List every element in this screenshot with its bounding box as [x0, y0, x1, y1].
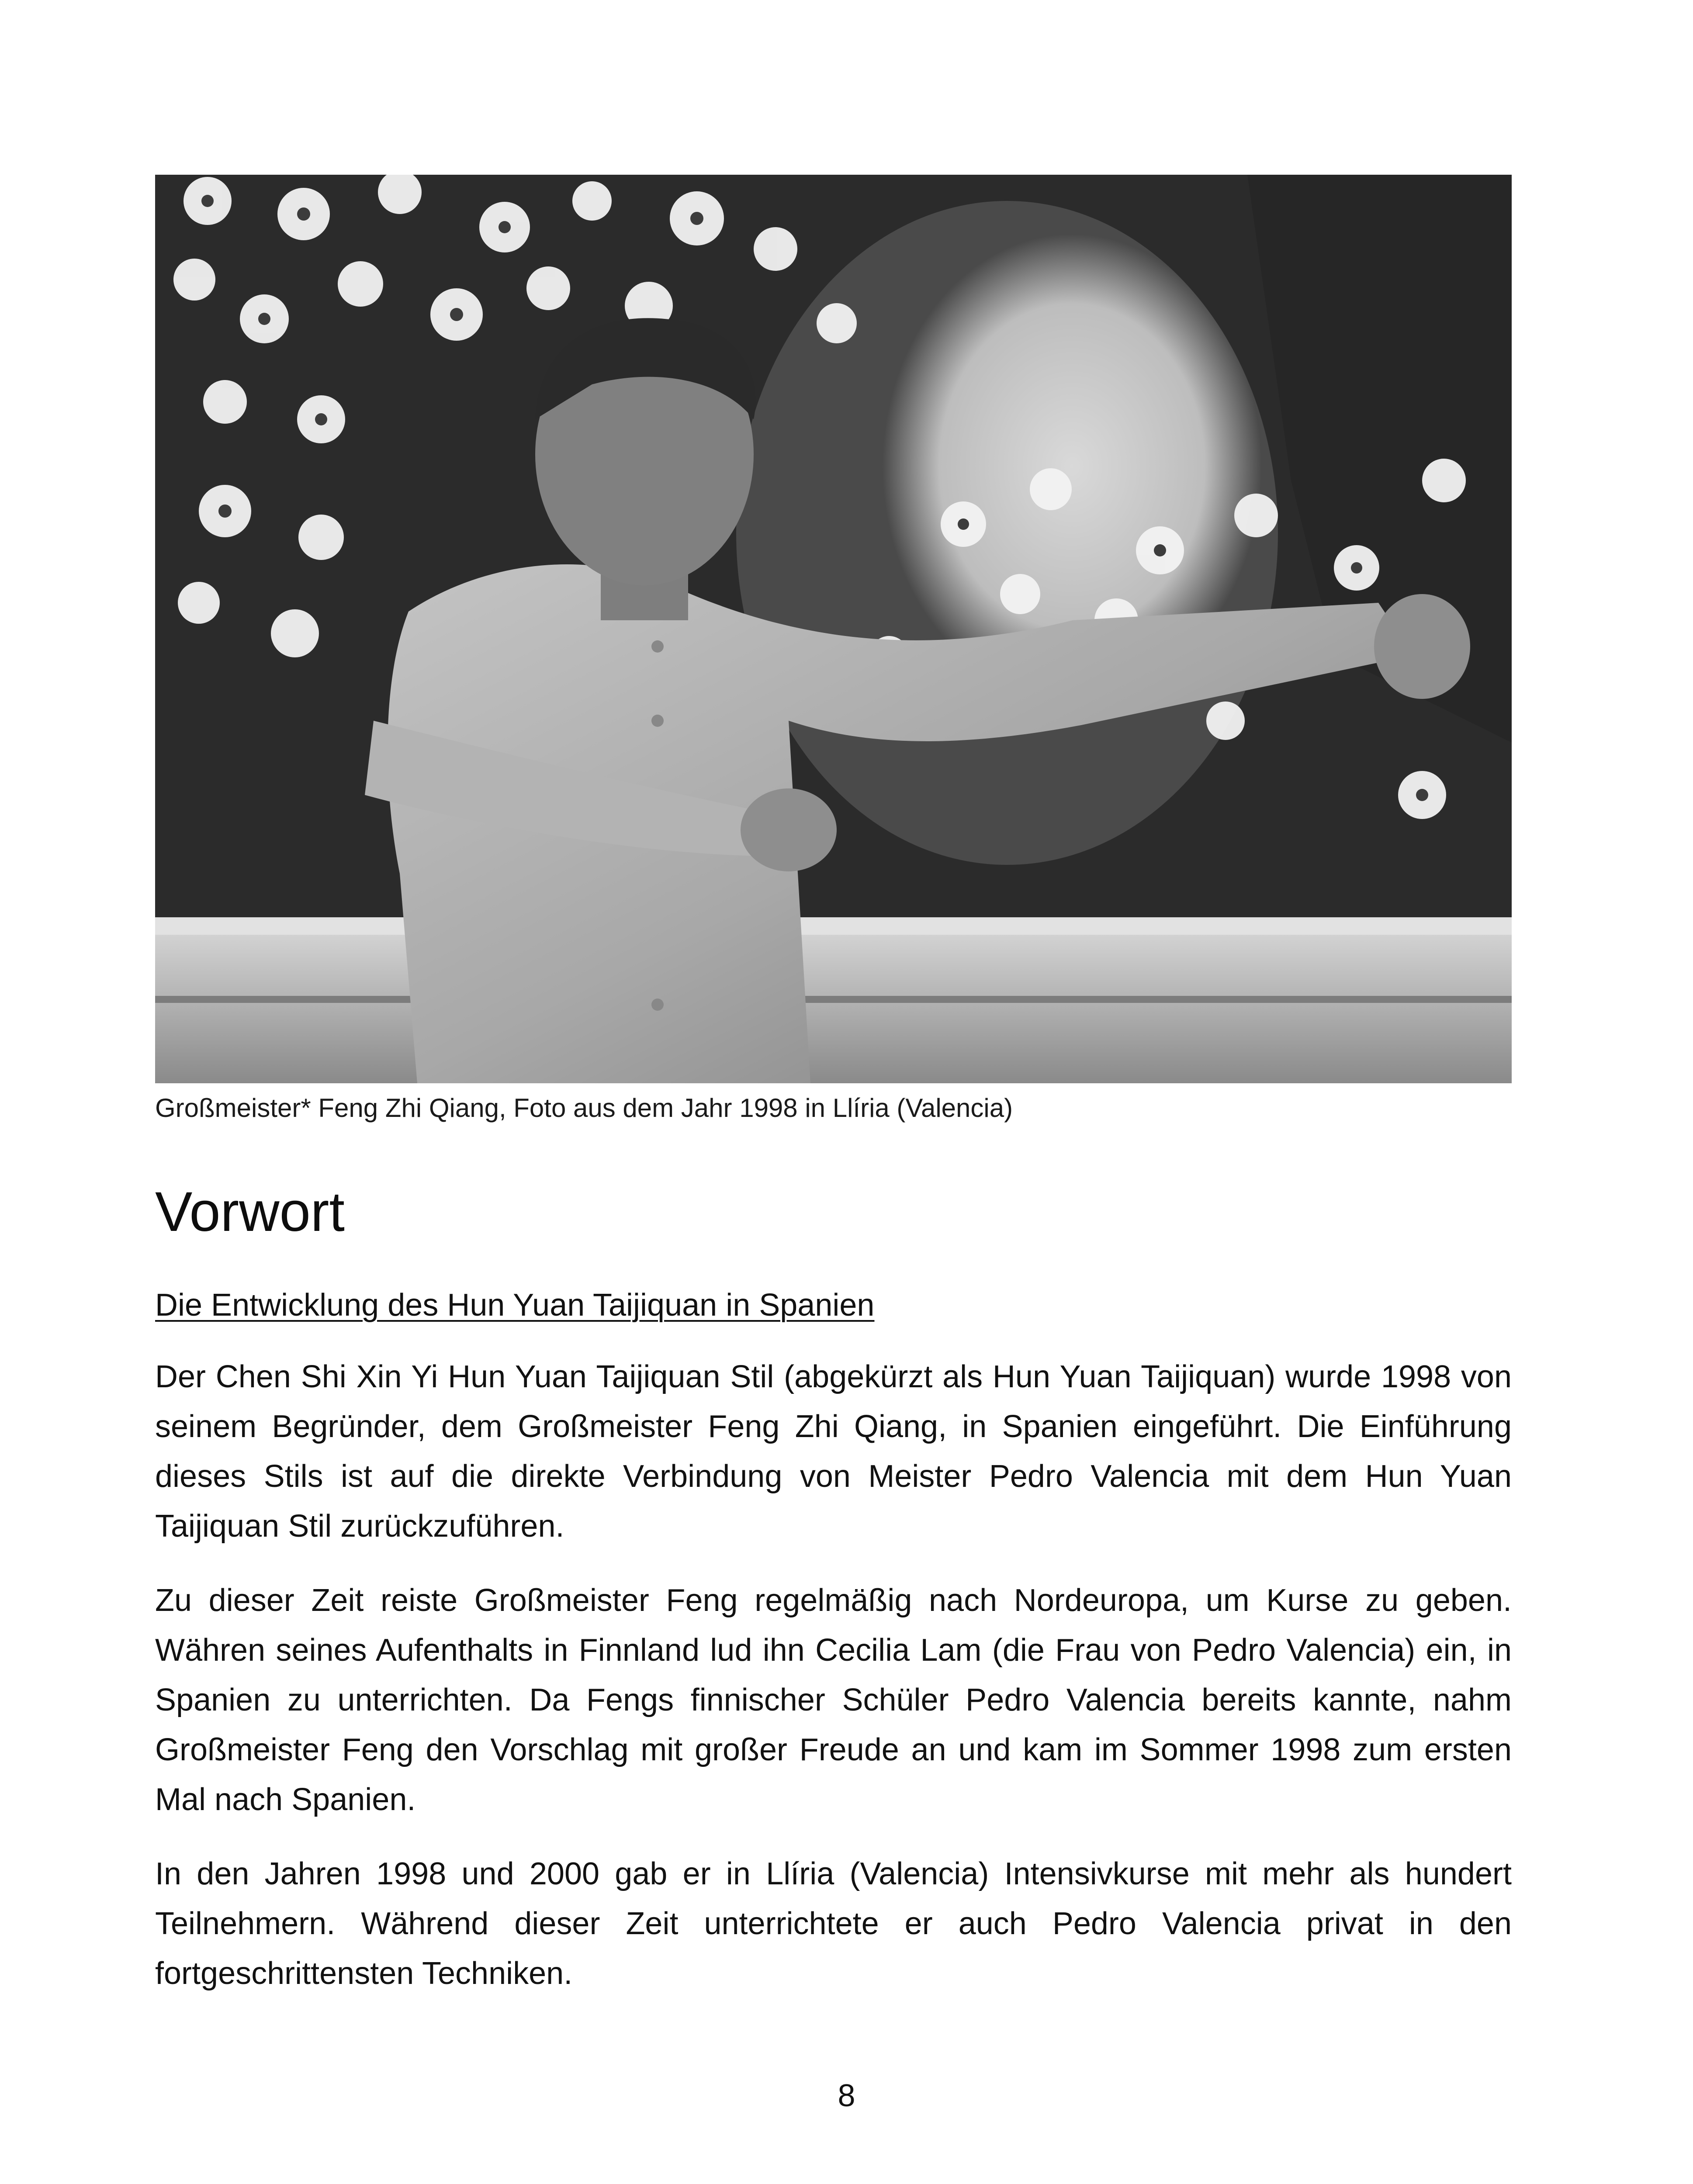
section-subtitle: Die Entwicklung des Hun Yuan Taijiquan in Spanien: [155, 1288, 875, 1323]
section-title: Vorwort: [155, 1181, 345, 1243]
photo-caption: Großmeister* Feng Zhi Qiang, Foto aus dem Jahr 1998 in Llíria (Valencia): [155, 1093, 1013, 1123]
paragraph: In den Jahren 1998 und 2000 gab er in Llíria (Valencia) Intensivkurse mit mehr als hundert Teilnehmern. Während dieser Zeit unterrichtete er auch Pedro Valencia privat in den fortgeschrittensten Techniken.: [155, 1856, 1512, 1991]
master-photo: [155, 175, 1512, 1083]
body-text: [155, 1352, 1512, 2023]
paragraph: Der Chen Shi Xin Yi Hun Yuan Taijiquan Stil (abgekürzt als Hun Yuan Taijiquan) wurde 1998 von seinem Begründer, dem Großmeister Feng Zhi Qiang, in Spanien eingeführt. Die Einführung dieses Stils ist auf die direkte Verbindung von Meister Pedro Valencia mit dem Hun Yuan Taijiquan Stil zurückzuführen.: [155, 1359, 1512, 1544]
page-number: 8: [838, 2078, 855, 2113]
paragraph: Zu dieser Zeit reiste Großmeister Feng regelmäßig nach Nordeuropa, um Kurse zu geben. Währen seines Aufenthalts in Finnland lud ihn Cecilia Lam (die Frau von Pedro Valencia) ein, in Spanien zu unterrichten. Da Fengs finnischer Schüler Pedro Valencia bereits kannte, nahm Großmeister Feng den Vorschlag mit großer Freude an und kam im Sommer 1998 zum ersten Mal nach Spanien.: [155, 1583, 1512, 1817]
photo-image: [155, 175, 1512, 1083]
